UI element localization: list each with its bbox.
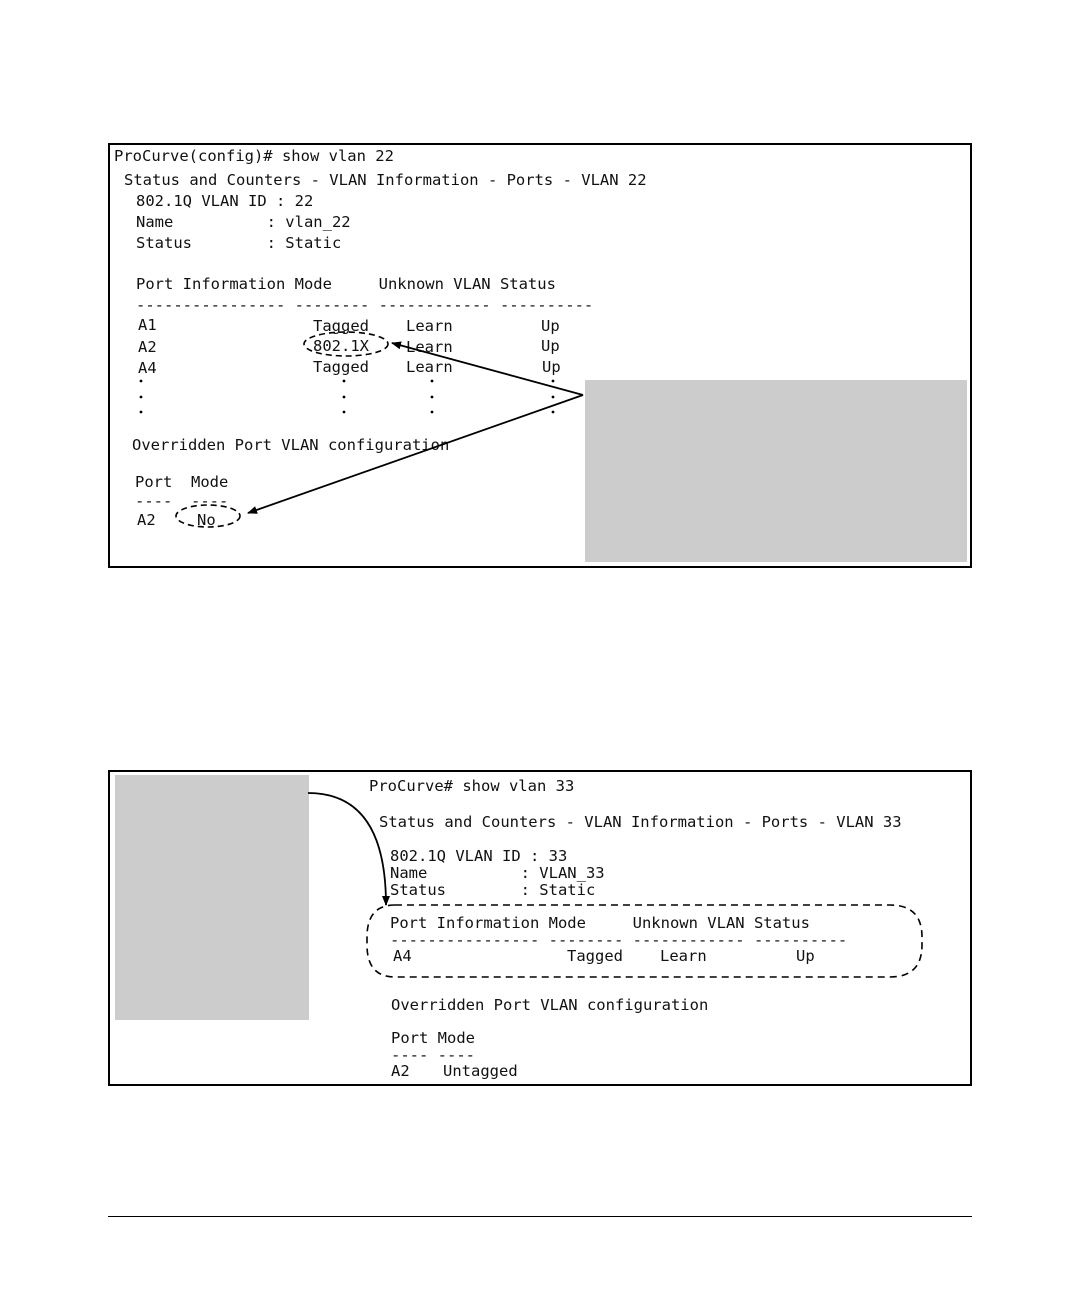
port-table-rule: ---------------- -------- ------------ ---------- (390, 931, 848, 949)
vlan-id-line: 802.1Q VLAN ID : 22 (136, 192, 314, 210)
footer-rule (108, 1216, 972, 1217)
highlight-ellipse-override (176, 505, 240, 527)
override-rule: ---- ---- (135, 492, 229, 510)
command-line: ProCurve# show vlan 33 (369, 777, 575, 795)
arrow-to-table (308, 793, 386, 905)
override-port: A2 (391, 1062, 410, 1080)
table-row-port: A2 (138, 338, 157, 356)
table-row-mode: Tagged (567, 947, 623, 965)
status-heading: Status and Counters - VLAN Information - Ports - VLAN 33 (379, 813, 902, 831)
table-row-unknown: Learn (406, 338, 453, 356)
port-table-header: Port Information Mode Unknown VLAN Status (136, 275, 556, 293)
arrow-to-override (248, 395, 583, 513)
status-heading: Status and Counters - VLAN Information - Ports - VLAN 22 (124, 171, 647, 189)
table-row-status: Up (541, 337, 560, 355)
table-row-unknown: Learn (406, 317, 453, 335)
table-row-mode: 802.1X (313, 337, 369, 355)
vlan-id-line: 802.1Q VLAN ID : 33 (390, 847, 568, 865)
table-row-port: A1 (138, 316, 157, 334)
highlight-region-table (367, 905, 922, 977)
table-row-status: Up (542, 358, 561, 376)
name-line: Name : VLAN_33 (390, 864, 605, 882)
highlight-ellipse-mode (304, 332, 388, 356)
table-row-mode: Tagged (313, 317, 369, 335)
override-mode: No (197, 511, 216, 529)
command-line: ProCurve(config)# show vlan 22 (114, 147, 394, 165)
ellipsis-dots (140, 380, 555, 414)
table-row-status: Up (541, 317, 560, 335)
table-row-unknown: Learn (406, 358, 453, 376)
arrow-to-mode (392, 343, 583, 395)
port-table-rule: ---------------- -------- ------------ ---------- (136, 296, 594, 314)
name-line: Name : vlan_22 (136, 213, 351, 231)
status-line: Status : Static (136, 234, 342, 252)
table-row-mode: Tagged (313, 358, 369, 376)
table-row-unknown: Learn (660, 947, 707, 965)
port-table-header: Port Information Mode Unknown VLAN Status (390, 914, 810, 932)
table-row-status: Up (796, 947, 815, 965)
override-title: Overridden Port VLAN configuration (391, 996, 709, 1014)
override-port: A2 (137, 511, 156, 529)
override-title: Overridden Port VLAN configuration (132, 436, 450, 454)
status-line: Status : Static (390, 881, 596, 899)
override-mode: Untagged (443, 1062, 518, 1080)
override-header: Port Mode (391, 1029, 475, 1047)
table-row-port: A4 (138, 359, 157, 377)
table-row-port: A4 (393, 947, 412, 965)
override-header: Port Mode (135, 473, 229, 491)
override-rule: ---- ---- (391, 1046, 475, 1064)
